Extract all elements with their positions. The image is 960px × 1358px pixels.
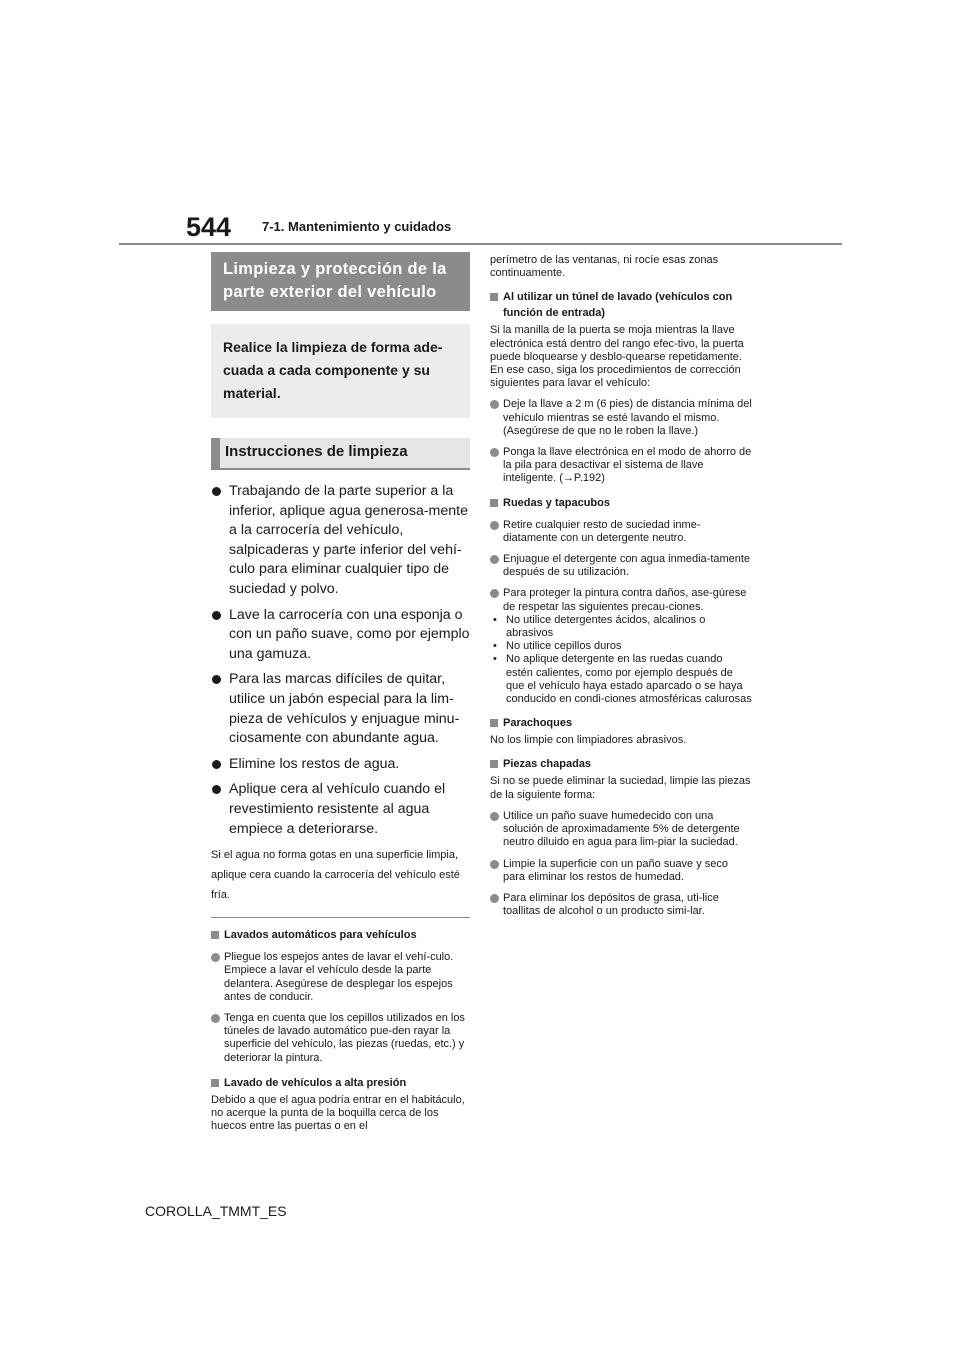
square-bullet-icon (211, 1079, 219, 1087)
list-item: Aplique cera al vehículo cuando el revestimiento resistente al agua empiece a deteriorarse. (211, 780, 470, 839)
page-number: 544 (186, 212, 232, 242)
note-heading: Ruedas y tapacubos (490, 495, 752, 511)
sub-list-item: • No utilice detergentes ácidos, alcalinos o abrasivos (493, 613, 706, 640)
circle-bullet-icon (490, 812, 499, 821)
wax-note: Si el agua no forma gotas en una superficie limpia, aplique cera cuando la carrocería del vehículo esté fría. (211, 849, 460, 902)
dot-bullet-icon: • (493, 640, 497, 653)
dot-bullet-icon: • (493, 613, 497, 626)
right-column (490, 254, 752, 918)
note-heading: Piezas chapadas (490, 756, 752, 772)
note-bullet: Enjuague el detergente con agua inmedia-tamente después de su utilización. (490, 553, 752, 579)
note-text: No los limpie con limpiadores abrasivos. (490, 734, 687, 747)
section-heading: Limpieza y protección de la parte exterior del vehículo (211, 252, 470, 311)
note-bullet: Para eliminar los depósitos de grasa, uti-lice toallitas de alcohol o un producto simi-lar. (490, 892, 752, 918)
sub-list-item: • No utilice cepillos duros (493, 640, 622, 653)
bullet-icon (212, 760, 221, 769)
note-bullet: Para proteger la pintura contra daños, ase-gúrese de respetar las siguientes precau-ciones. (490, 587, 752, 613)
bullet-icon (212, 487, 221, 496)
left-column (211, 252, 470, 1133)
bullet-icon (212, 675, 221, 684)
note-heading: Parachoques (490, 715, 752, 731)
circle-bullet-icon (211, 1014, 220, 1023)
bullet-icon (212, 785, 221, 794)
circle-bullet-icon (490, 860, 499, 869)
note-bullet: Ponga la llave electrónica en el modo de ahorro de la pila para desactivar el sistema de llave inteligente. (→P.192) (490, 446, 752, 486)
section-title: 7-1. Mantenimiento y cuidados (262, 219, 452, 234)
circle-bullet-icon (490, 521, 499, 530)
note-text: Si la manilla de la puerta se moja mientras la llave electrónica está dentro del rango efec-tivo, la puerta puede bloquearse y desblo-quearse repetidamente. En ese caso, siga los procedimientos de corrección siguientes para lavar el vehículo: (490, 324, 744, 390)
circle-bullet-icon (211, 953, 220, 962)
list-item: Para las marcas difíciles de quitar, utilice un jabón especial para la lim-pieza de vehículos y enjuague minu-ciosamente con abundante agua. (211, 670, 470, 748)
note-heading: Al utilizar un túnel de lavado (vehículos con función de entrada) (490, 289, 752, 321)
list-item: Lave la carrocería con una esponja o con un paño suave, como por ejemplo una gamuza. (211, 606, 470, 665)
square-bullet-icon (490, 760, 498, 768)
note-bullet: Deje la llave a 2 m (6 pies) de distancia mínima del vehículo mientras se esté lavando el mismo. (Asegúrese de que no le roben la llave.) (490, 398, 752, 438)
note-bullet: Tenga en cuenta que los cepillos utilizados en los túneles de lavado automático pue-den rayar la superficie del vehículo, las piezas (ruedas, etc.) y deteriorar la pintura. (211, 1012, 470, 1065)
square-bullet-icon (490, 719, 498, 727)
subsection-heading: Instrucciones de limpieza (211, 438, 470, 470)
circle-bullet-icon (490, 400, 499, 409)
note-bullet: Retire cualquier resto de suciedad inme-diatamente con un detergente neutro. (490, 519, 752, 545)
list-item: Trabajando de la parte superior a la inferior, aplique agua generosa-mente a la carrocería del vehículo, salpicaderas y parte inferior del vehí-culo para eliminar cualquier tipo de suciedad y polvo. (211, 482, 470, 600)
circle-bullet-icon (490, 448, 499, 457)
intro-box: Realice la limpieza de forma ade-cuada a cada componente y su material. (211, 324, 470, 418)
header-divider (119, 243, 842, 245)
square-bullet-icon (211, 931, 219, 939)
note-bullet: Pliegue los espejos antes de lavar el vehí-culo. Empiece a lavar el vehículo desde la parte delantera. Asegúrese de desplegar los espejos antes de conducir. (211, 951, 470, 1004)
square-bullet-icon (490, 293, 498, 301)
dot-bullet-icon: • (493, 653, 497, 666)
note-heading: Lavados automáticos para vehículos (211, 927, 470, 943)
section-divider (211, 917, 470, 918)
note-text: perímetro de las ventanas, ni rocíe esas zonas continuamente. (490, 254, 719, 280)
list-item: Elimine los restos de agua. (211, 755, 470, 775)
square-bullet-icon (490, 499, 498, 507)
sub-list-item: • No aplique detergente en las ruedas cuando estén calientes, como por ejemplo después de que el vehículo haya estado aparcado o se haya conducido en condi-ciones atmosféricas calurosas (493, 653, 752, 706)
footer-model-code: COROLLA_TMMT_ES (145, 1203, 287, 1219)
note-text: Si no se puede eliminar la suciedad, limpie las piezas de la siguiente forma: (490, 775, 751, 801)
instruction-list (211, 482, 470, 839)
bullet-icon (212, 611, 221, 620)
note-bullet: Utilice un paño suave humedecido con una solución de aproximadamente 5% de detergente neutro diluido en agua para lim-piar la suciedad. (490, 810, 752, 850)
note-bullet: Limpie la superficie con un paño suave y seco para eliminar los restos de humedad. (490, 858, 752, 884)
note-heading: Lavado de vehículos a alta presión (211, 1075, 470, 1091)
circle-bullet-icon (490, 555, 499, 564)
note-text: Debido a que el agua podría entrar en el habitáculo, no acerque la punta de la boquilla cerca de los huecos entre las puertas o en el (211, 1093, 465, 1133)
circle-bullet-icon (490, 589, 499, 598)
circle-bullet-icon (490, 894, 499, 903)
